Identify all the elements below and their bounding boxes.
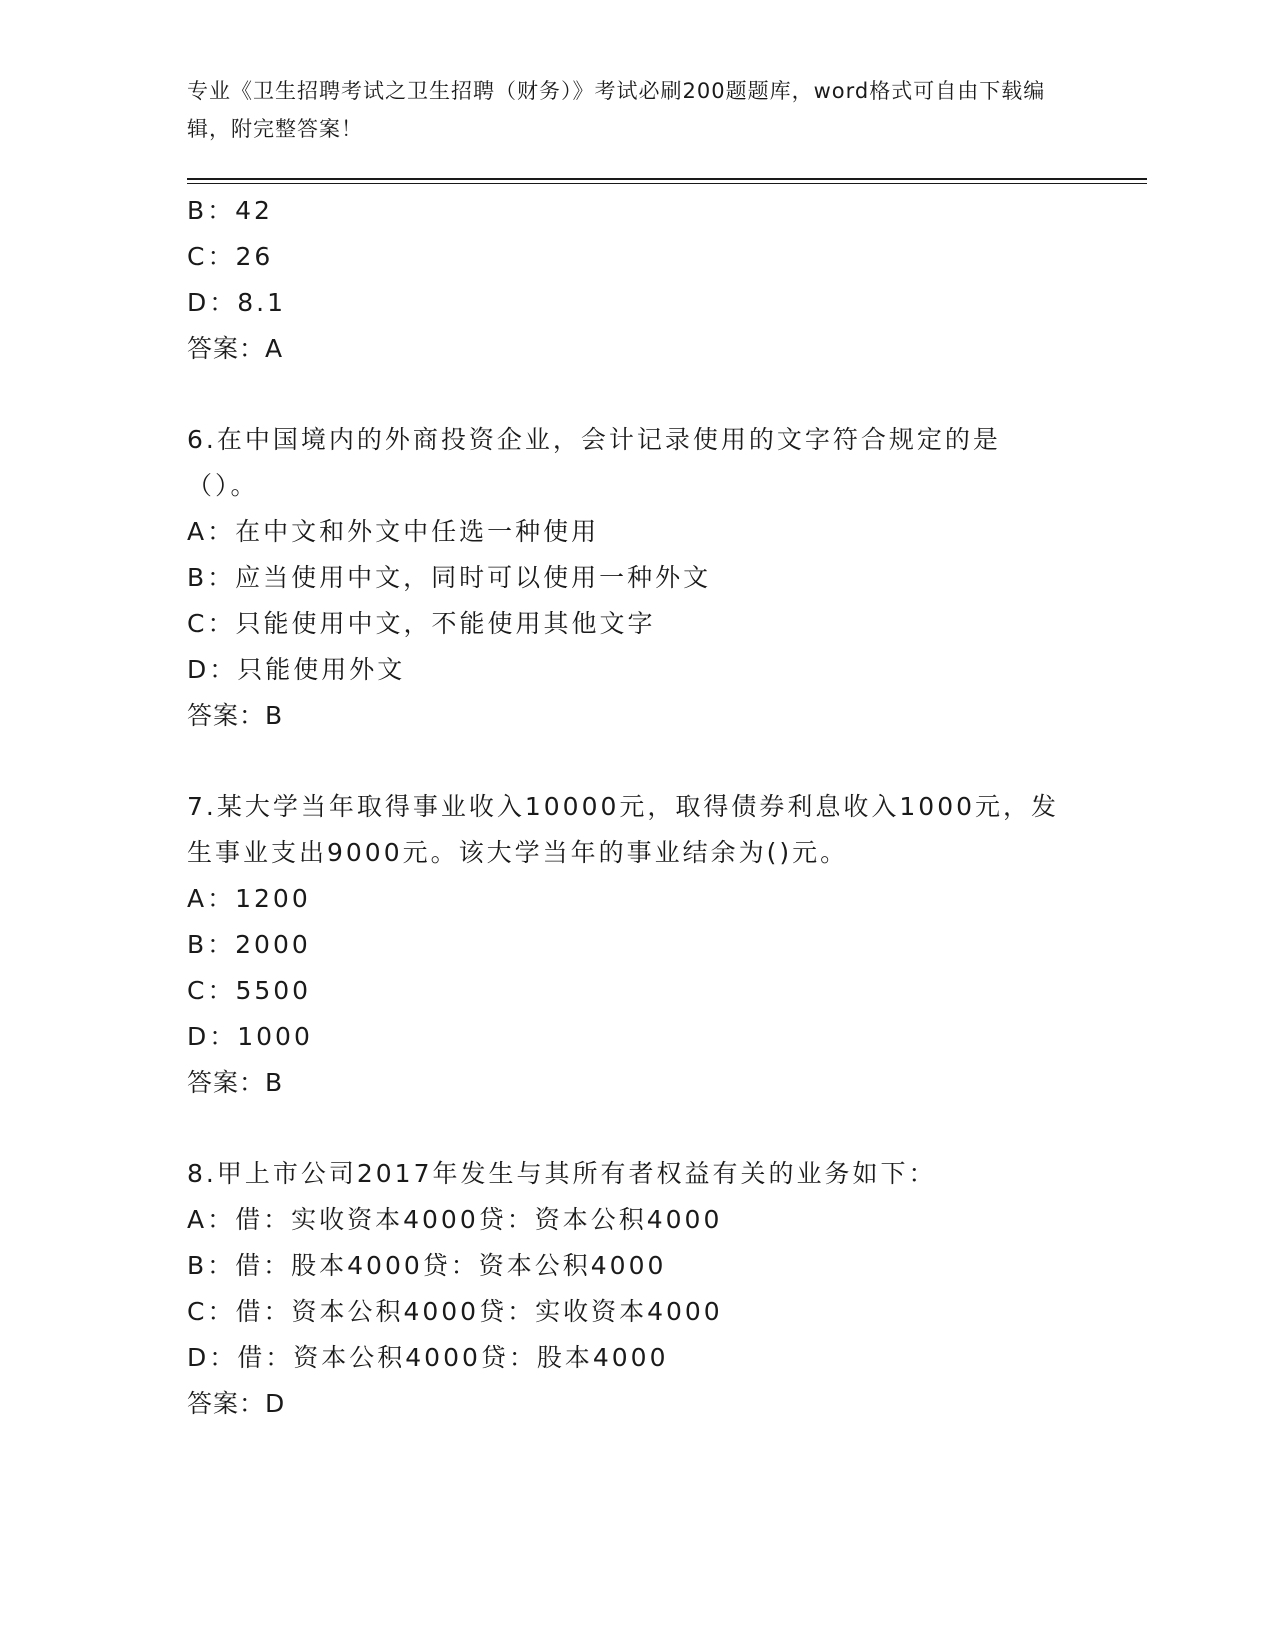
question-text: 8.甲上市公司2017年发生与其所有者权益有关的业务如下： xyxy=(187,1159,937,1188)
question-text: 6.在中国境内的外商投资企业，会计记录使用的文字符合规定的是（）。 xyxy=(187,425,1001,500)
question-content xyxy=(187,188,1067,1427)
option-a: A：借：实收资本4000贷：资本公积4000 xyxy=(187,1205,723,1234)
option-c: C：26 xyxy=(187,242,274,271)
answer-line: 答案：D xyxy=(187,1389,286,1418)
prev-question-block xyxy=(187,188,1067,372)
document-header: 专业《卫生招聘考试之卫生招聘（财务）》考试必刷200题题库，word格式可自由下载编辑，附完整答案！ xyxy=(187,79,1046,141)
answer-line: 答案：B xyxy=(187,1068,284,1097)
answer-line: 答案：A xyxy=(187,334,284,363)
option-b: B：42 xyxy=(187,196,273,225)
option-a: A：1200 xyxy=(187,884,311,913)
option-b: B：应当使用中文，同时可以使用一种外文 xyxy=(187,563,712,592)
answer-line: 答案：B xyxy=(187,701,284,730)
option-a: A：在中文和外文中任选一种使用 xyxy=(187,517,600,546)
option-d: D：只能使用外文 xyxy=(187,655,406,684)
question-8-block xyxy=(187,1151,1067,1427)
option-c: C：借：资本公积4000贷：实收资本4000 xyxy=(187,1297,723,1326)
option-d: D：借：资本公积4000贷：股本4000 xyxy=(187,1343,669,1372)
header-divider-thin xyxy=(187,183,1147,184)
header-divider-thick xyxy=(187,178,1147,180)
option-d: D：8.1 xyxy=(187,288,287,317)
question-text: 7.某大学当年取得事业收入10000元，取得债券利息收入1000元，发生事业支出9000元。该大学当年的事业结余为()元。 xyxy=(187,792,1060,867)
option-b: B：2000 xyxy=(187,930,311,959)
option-c: C：5500 xyxy=(187,976,312,1005)
option-b: B：借：股本4000贷：资本公积4000 xyxy=(187,1251,667,1280)
option-c: C：只能使用中文，不能使用其他文字 xyxy=(187,609,656,638)
question-7-block xyxy=(187,784,1067,1106)
question-6-block xyxy=(187,417,1067,739)
option-d: D：1000 xyxy=(187,1022,313,1051)
